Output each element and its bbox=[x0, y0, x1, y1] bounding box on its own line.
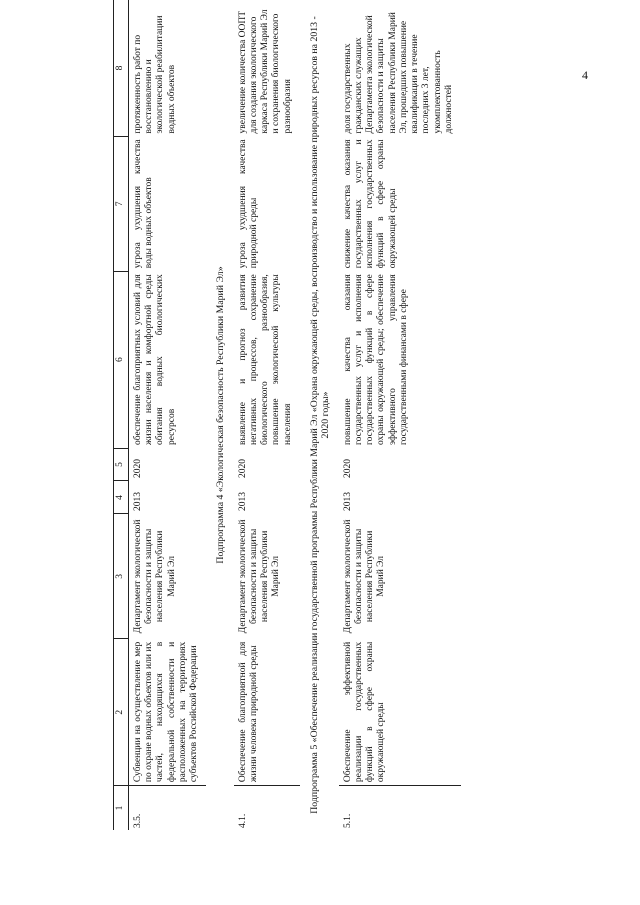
related-indicator: протяженность работ по восстановлению и экологической реабилитации водных объектов bbox=[133, 15, 177, 134]
related-indicator: увеличение количества ООПТ для создания экологического каркаса Республики Марий Эл и сохранения биологического разнообразия bbox=[237, 9, 293, 134]
table-row bbox=[234, 0, 300, 830]
subprogram-title-row bbox=[206, 0, 234, 830]
header-cell-8: 8 bbox=[114, 0, 129, 136]
start-year: 2013 bbox=[342, 491, 353, 511]
executor: Департамент экологической безопасности и защиты населения Республики Марий Эл bbox=[237, 519, 282, 634]
row-number: 5.1. bbox=[339, 786, 461, 830]
expected-result: повышение качества оказания государственных услуг и исполнения государственных функций в сфере охраны окружающей среды; обеспечение эффективного управления государственными финансами в сфере bbox=[342, 274, 409, 446]
subprogram-title: Подпрограмма 5 «Обеспечение реализации государственной программы Республики Марий Эл «Охрана окружающей среды, воспроизводство и использование природных ресурсов на 2013 - 2020 годы» bbox=[308, 16, 332, 814]
related-indicator: доля государственных гражданских служащих Департамента экологической безопасности и защиты населения Республики Марий Эл, прошедших повышение квалификации в течение последних 3 лет, укомплектованность должностей bbox=[342, 12, 454, 134]
header-row bbox=[114, 0, 129, 830]
header-cell-5: 5 bbox=[114, 448, 129, 481]
expected-result: выявление и прогноз развития негативных процессов, сохранение биологического разнообразия, повышение экологической культуры населения bbox=[237, 274, 293, 446]
measure-name: Обеспечение эффективной реализации государственных функций в сфере охраны окружающей среды bbox=[342, 641, 387, 783]
program-table bbox=[113, 0, 461, 830]
executor: Департамент экологической безопасности и защиты населения Республики Марий Эл bbox=[133, 519, 177, 634]
end-year: 2020 bbox=[133, 458, 143, 478]
subprogram-title: Подпрограмма 4 «Экологическая безопасность Республики Марий Эл» bbox=[215, 266, 227, 564]
expected-result: обеспечение благоприятных условий для жизни населения и комфортной среды обитания водных биологических ресурсов bbox=[133, 274, 177, 446]
row-number: 3.5. bbox=[129, 786, 207, 830]
measure-name: Субвенции на осуществление мер по охране водных объектов или их частей, находящихся в федеральной собственности и расположенных на территориях субъектов Российской Федерации bbox=[133, 641, 200, 783]
non-implementation-consequence: угроза ухудшения качества природной среды bbox=[237, 139, 259, 269]
header-cell-4: 4 bbox=[114, 481, 129, 514]
start-year: 2013 bbox=[133, 491, 143, 511]
non-implementation-consequence: снижение качества оказания государственных услуг и исполнения государственных функций в сфере охраны окружающей среды bbox=[342, 139, 398, 269]
row-number: 4.1. bbox=[234, 786, 300, 830]
table-row bbox=[129, 0, 207, 830]
header-cell-1: 1 bbox=[114, 786, 129, 830]
page-number: 4 bbox=[582, 68, 588, 82]
header-cell-2: 2 bbox=[114, 639, 129, 786]
table-row bbox=[339, 0, 461, 830]
end-year: 2020 bbox=[237, 458, 248, 478]
header-cell-6: 6 bbox=[114, 271, 129, 448]
header-cell-3: 3 bbox=[114, 514, 129, 639]
header-cell-7: 7 bbox=[114, 136, 129, 271]
measure-name: Обеспечение благоприятной для жизни человека природной среды bbox=[237, 641, 259, 783]
non-implementation-consequence: угроза ухудшения качества воды водных объектов bbox=[133, 139, 155, 269]
start-year: 2013 bbox=[237, 491, 248, 511]
executor: Департамент экологической безопасности и защиты населения Республики Марий Эл bbox=[342, 519, 387, 634]
subprogram-title-row bbox=[300, 0, 339, 830]
end-year: 2020 bbox=[342, 458, 353, 478]
